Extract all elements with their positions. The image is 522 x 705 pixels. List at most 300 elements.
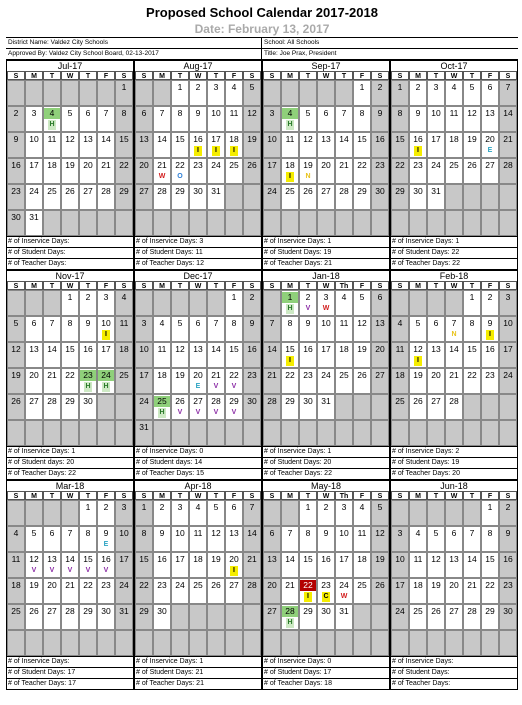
day-number: 30 [247,396,257,406]
weekday-label: T [463,71,481,80]
day-cell [371,316,389,342]
day-number: 14 [101,134,111,144]
day-cell [171,630,189,656]
day-cell [97,420,115,446]
month-stats [135,656,261,689]
weekday-label: S [371,281,389,290]
weekday-label: M [281,71,299,80]
day-cell [409,552,427,578]
day-number: 12 [375,528,385,538]
day-number: 14 [267,344,277,354]
day-cell [427,420,445,446]
day-cell [281,342,299,368]
month-nov-17 [6,270,134,480]
day-cell [445,394,463,420]
day-cell [189,394,207,420]
day-number: 13 [485,108,495,118]
month-name: Mar-18 [55,481,85,491]
day-cell [97,210,115,236]
day-cell [335,80,353,106]
day-number: 27 [229,580,239,590]
day-cell [243,316,261,342]
day-number: 13 [83,134,93,144]
day-cell [299,106,317,132]
day-marker: I [230,566,238,576]
day-number: 24 [503,370,513,380]
day-cell [409,80,427,106]
day-cell [79,290,97,316]
day-cell [499,210,517,236]
day-number: 21 [503,134,513,144]
day-cell [61,368,79,394]
day-cell [281,184,299,210]
week-row [135,604,261,630]
day-number: 17 [267,160,277,170]
day-cell [135,184,153,210]
day-cell [97,184,115,210]
week-row [391,368,517,394]
week-row [7,578,133,604]
day-number: 5 [377,502,383,512]
day-cell [463,578,481,604]
stat-line: # of Teacher Days: 21 [264,260,332,267]
day-cell [115,500,133,526]
day-cell [335,290,353,316]
day-number: 11 [339,318,349,328]
day-marker: V [67,567,73,574]
day-cell [97,526,115,552]
month-jan-18 [262,270,390,480]
day-cell [499,132,517,158]
day-number: 15 [65,344,75,354]
stat-line: # of Student Days: 19 [263,248,389,259]
day-cell [225,158,243,184]
day-cell [317,394,335,420]
weekday-label: Th [335,281,353,290]
day-number: 6 [85,108,91,118]
day-number: 26 [467,160,477,170]
day-cell [153,106,171,132]
day-number: 29 [357,186,367,196]
day-number: 27 [139,186,149,196]
day-cell [79,526,97,552]
day-cell [281,106,299,132]
day-cell [499,394,517,420]
day-number: 23 [303,370,313,380]
day-marker: E [103,541,109,548]
day-cell [499,316,517,342]
day-cell [7,132,25,158]
weekday-label: S [115,71,133,80]
day-number: 3 [323,292,329,302]
day-cell [481,106,499,132]
day-cell [281,526,299,552]
weekday-label: F [481,281,499,290]
weekday-label: S [371,491,389,500]
day-number: 19 [303,160,313,170]
month-name: Oct-17 [440,61,468,71]
day-cell [499,184,517,210]
day-number: 6 [141,108,147,118]
day-marker: I [230,146,238,156]
day-marker: V [213,383,219,390]
day-number: 10 [29,134,39,144]
day-cell [189,316,207,342]
day-number: 29 [139,606,149,616]
day-cell [371,80,389,106]
day-number: 4 [451,82,457,92]
weekday-label: S [499,281,517,290]
day-number: 1 [487,502,493,512]
day-cell [445,552,463,578]
day-number: 3 [103,292,109,302]
day-number: 29 [83,606,93,616]
day-cell [189,604,207,630]
day-cell [7,630,25,656]
day-cell [171,316,189,342]
day-number: 12 [467,108,477,118]
month-apr-18 [134,480,262,690]
day-cell [263,210,281,236]
month-stats [263,236,389,269]
day-cell [391,578,409,604]
day-cell [463,290,481,316]
day-number: 11 [157,344,167,354]
day-number: 23 [321,580,331,590]
day-number: 7 [103,108,109,118]
day-cell [299,158,317,184]
day-number: 5 [469,82,475,92]
day-cell [445,630,463,656]
day-cell [79,106,97,132]
day-number: 21 [247,554,257,564]
day-number: 18 [339,344,349,354]
day-cell [299,500,317,526]
stat-line: # of Inservice Days: 1 [135,657,261,668]
day-number: 14 [285,554,295,564]
weekday-label: M [409,281,427,290]
stat-line: # of Student Days: 11 [135,248,261,259]
weekday-label: M [409,491,427,500]
day-number: 13 [431,344,441,354]
day-cell [25,394,43,420]
day-cell [97,342,115,368]
week-row [7,184,133,210]
day-cell [243,342,261,368]
weekday-label: F [481,71,499,80]
day-number: 28 [449,396,459,406]
day-number: 1 [305,502,311,512]
day-number: 19 [357,344,367,354]
day-number: 4 [397,318,403,328]
day-cell [427,210,445,236]
day-number: 9 [13,134,19,144]
day-number: 8 [177,108,183,118]
day-cell [499,80,517,106]
week-row [7,368,133,394]
weekday-header [263,281,389,290]
day-cell [79,342,97,368]
day-cell [61,106,79,132]
day-number: 13 [321,134,331,144]
day-cell [43,158,61,184]
day-cell [189,552,207,578]
day-cell [79,132,97,158]
day-cell [499,420,517,446]
day-number: 12 [413,344,423,354]
day-cell [317,80,335,106]
month-stats [263,446,389,479]
day-number: 20 [139,160,149,170]
day-cell [263,368,281,394]
day-number: 18 [11,580,21,590]
day-cell [135,316,153,342]
day-cell [135,210,153,236]
day-cell [25,184,43,210]
day-number: 8 [141,528,147,538]
day-cell [299,578,317,604]
week-row [135,394,261,420]
day-cell [371,552,389,578]
day-cell [153,526,171,552]
day-cell [189,290,207,316]
day-cell [207,132,225,158]
day-cell [317,158,335,184]
day-number: 28 [267,396,277,406]
day-number: 26 [65,186,75,196]
day-cell [189,578,207,604]
month-stats [7,656,133,689]
day-number: 19 [247,134,257,144]
day-number: 24 [119,580,129,590]
day-number: 25 [413,606,423,616]
day-number: 7 [341,108,347,118]
week-row [7,604,133,630]
day-marker: H [49,121,55,128]
day-cell [135,500,153,526]
day-number: 7 [67,528,73,538]
weekday-label: S [135,71,153,80]
day-number: 21 [157,160,167,170]
day-cell [243,578,261,604]
day-cell [135,342,153,368]
day-cell [353,158,371,184]
day-cell [353,604,371,630]
day-number: 8 [85,528,91,538]
day-number: 9 [195,108,201,118]
day-marker: N [305,173,311,180]
day-number: 27 [193,396,203,406]
day-cell [7,552,25,578]
day-cell [25,604,43,630]
day-cell [299,526,317,552]
day-number: 5 [359,292,365,302]
day-cell [281,158,299,184]
day-cell [207,342,225,368]
day-number: 17 [503,344,513,354]
day-number: 29 [175,186,185,196]
day-number: 10 [267,134,277,144]
stat-line: # of Inservice Days: 3 [135,237,261,248]
day-number: 1 [397,82,403,92]
day-number: 4 [195,502,201,512]
day-cell [79,210,97,236]
day-number: 11 [229,108,239,118]
day-cell [409,630,427,656]
day-cell [43,210,61,236]
weekday-label: T [335,71,353,80]
calendar-page [6,4,518,690]
stat-line: # of Inservice Days: 2 [391,447,517,458]
weekday-label: S [243,281,261,290]
weekday-label: S [391,71,409,80]
day-cell [43,368,61,394]
day-cell [281,210,299,236]
day-number: 17 [395,580,405,590]
day-cell [115,210,133,236]
day-number: 15 [119,134,129,144]
day-number: 19 [467,134,477,144]
day-number: 16 [485,344,495,354]
day-cell [445,132,463,158]
day-cell [391,132,409,158]
day-marker: I [194,146,202,156]
day-number: 30 [83,396,93,406]
day-number: 25 [154,396,170,407]
day-number: 10 [503,318,513,328]
day-cell [243,132,261,158]
day-cell [445,210,463,236]
day-number: 5 [249,82,255,92]
weekday-label: W [189,281,207,290]
day-number: 11 [413,554,423,564]
day-cell [263,578,281,604]
day-number: 27 [321,186,331,196]
stat-line: # of Student days: 20 [7,458,133,469]
day-number: 13 [193,344,203,354]
weekday-label: S [243,71,261,80]
day-cell [317,184,335,210]
day-cell [171,420,189,446]
day-cell [135,106,153,132]
week-row [263,526,389,552]
day-cell [353,630,371,656]
day-cell [115,106,133,132]
day-number: 13 [267,554,277,564]
day-number: 20 [229,554,239,564]
week-row [263,420,389,446]
day-cell [463,552,481,578]
day-number: 11 [193,528,203,538]
day-cell [353,106,371,132]
day-number: 7 [505,82,511,92]
day-number: 2 [305,292,311,302]
weekday-header [263,71,389,80]
day-cell [299,210,317,236]
day-marker: I [414,146,422,156]
day-marker: H [287,619,293,626]
day-number: 4 [359,502,365,512]
day-cell [427,526,445,552]
day-number: 8 [487,528,493,538]
day-cell [207,578,225,604]
day-number: 27 [47,606,57,616]
day-number: 25 [119,370,129,380]
week-row [7,630,133,656]
day-number: 11 [47,134,57,144]
day-number: 24 [321,370,331,380]
day-cell [243,158,261,184]
day-cell [263,552,281,578]
day-number: 24 [98,370,114,381]
month-name: Feb-18 [439,271,469,281]
day-cell [463,526,481,552]
day-cell [427,132,445,158]
weekday-header [135,281,261,290]
weekday-label: S [135,491,153,500]
week-row [391,290,517,316]
day-cell [499,604,517,630]
day-cell [263,158,281,184]
week-row [7,106,133,132]
day-cell [97,106,115,132]
day-cell [61,210,79,236]
day-cell [189,500,207,526]
day-marker: I [304,592,312,602]
day-cell [243,500,261,526]
day-number: 31 [211,186,221,196]
day-number: 30 [193,186,203,196]
day-marker: I [102,330,110,340]
month-name: Jul-17 [57,61,83,71]
week-row [7,552,133,578]
day-cell [135,526,153,552]
day-cell [97,132,115,158]
day-number: 26 [431,606,441,616]
day-marker: I [414,356,422,366]
week-row [263,132,389,158]
day-cell [25,80,43,106]
day-cell [463,500,481,526]
day-cell [25,290,43,316]
day-number: 21 [267,370,277,380]
weekday-label: W [445,281,463,290]
approved-by: Approved By: Valdez City School Board, 02-13-2017 [6,49,262,60]
day-number: 10 [321,318,331,328]
weekday-label: S [7,281,25,290]
week-row [391,132,517,158]
stat-line: # of Teacher Days: 20 [392,470,460,477]
day-cell [445,184,463,210]
week-row [135,132,261,158]
weekday-label: T [427,281,445,290]
day-number: 10 [119,528,129,538]
day-cell [353,394,371,420]
day-cell [409,342,427,368]
day-number: 9 [323,528,329,538]
week-row [263,106,389,132]
day-cell [409,184,427,210]
day-cell [371,526,389,552]
weekday-label: F [97,491,115,500]
day-number: 17 [339,554,349,564]
day-cell [391,184,409,210]
stat-line: # of Inservice Days: 0 [263,657,389,668]
weekday-label: W [61,71,79,80]
day-number: 12 [303,134,313,144]
day-cell [391,342,409,368]
day-cell [43,106,61,132]
